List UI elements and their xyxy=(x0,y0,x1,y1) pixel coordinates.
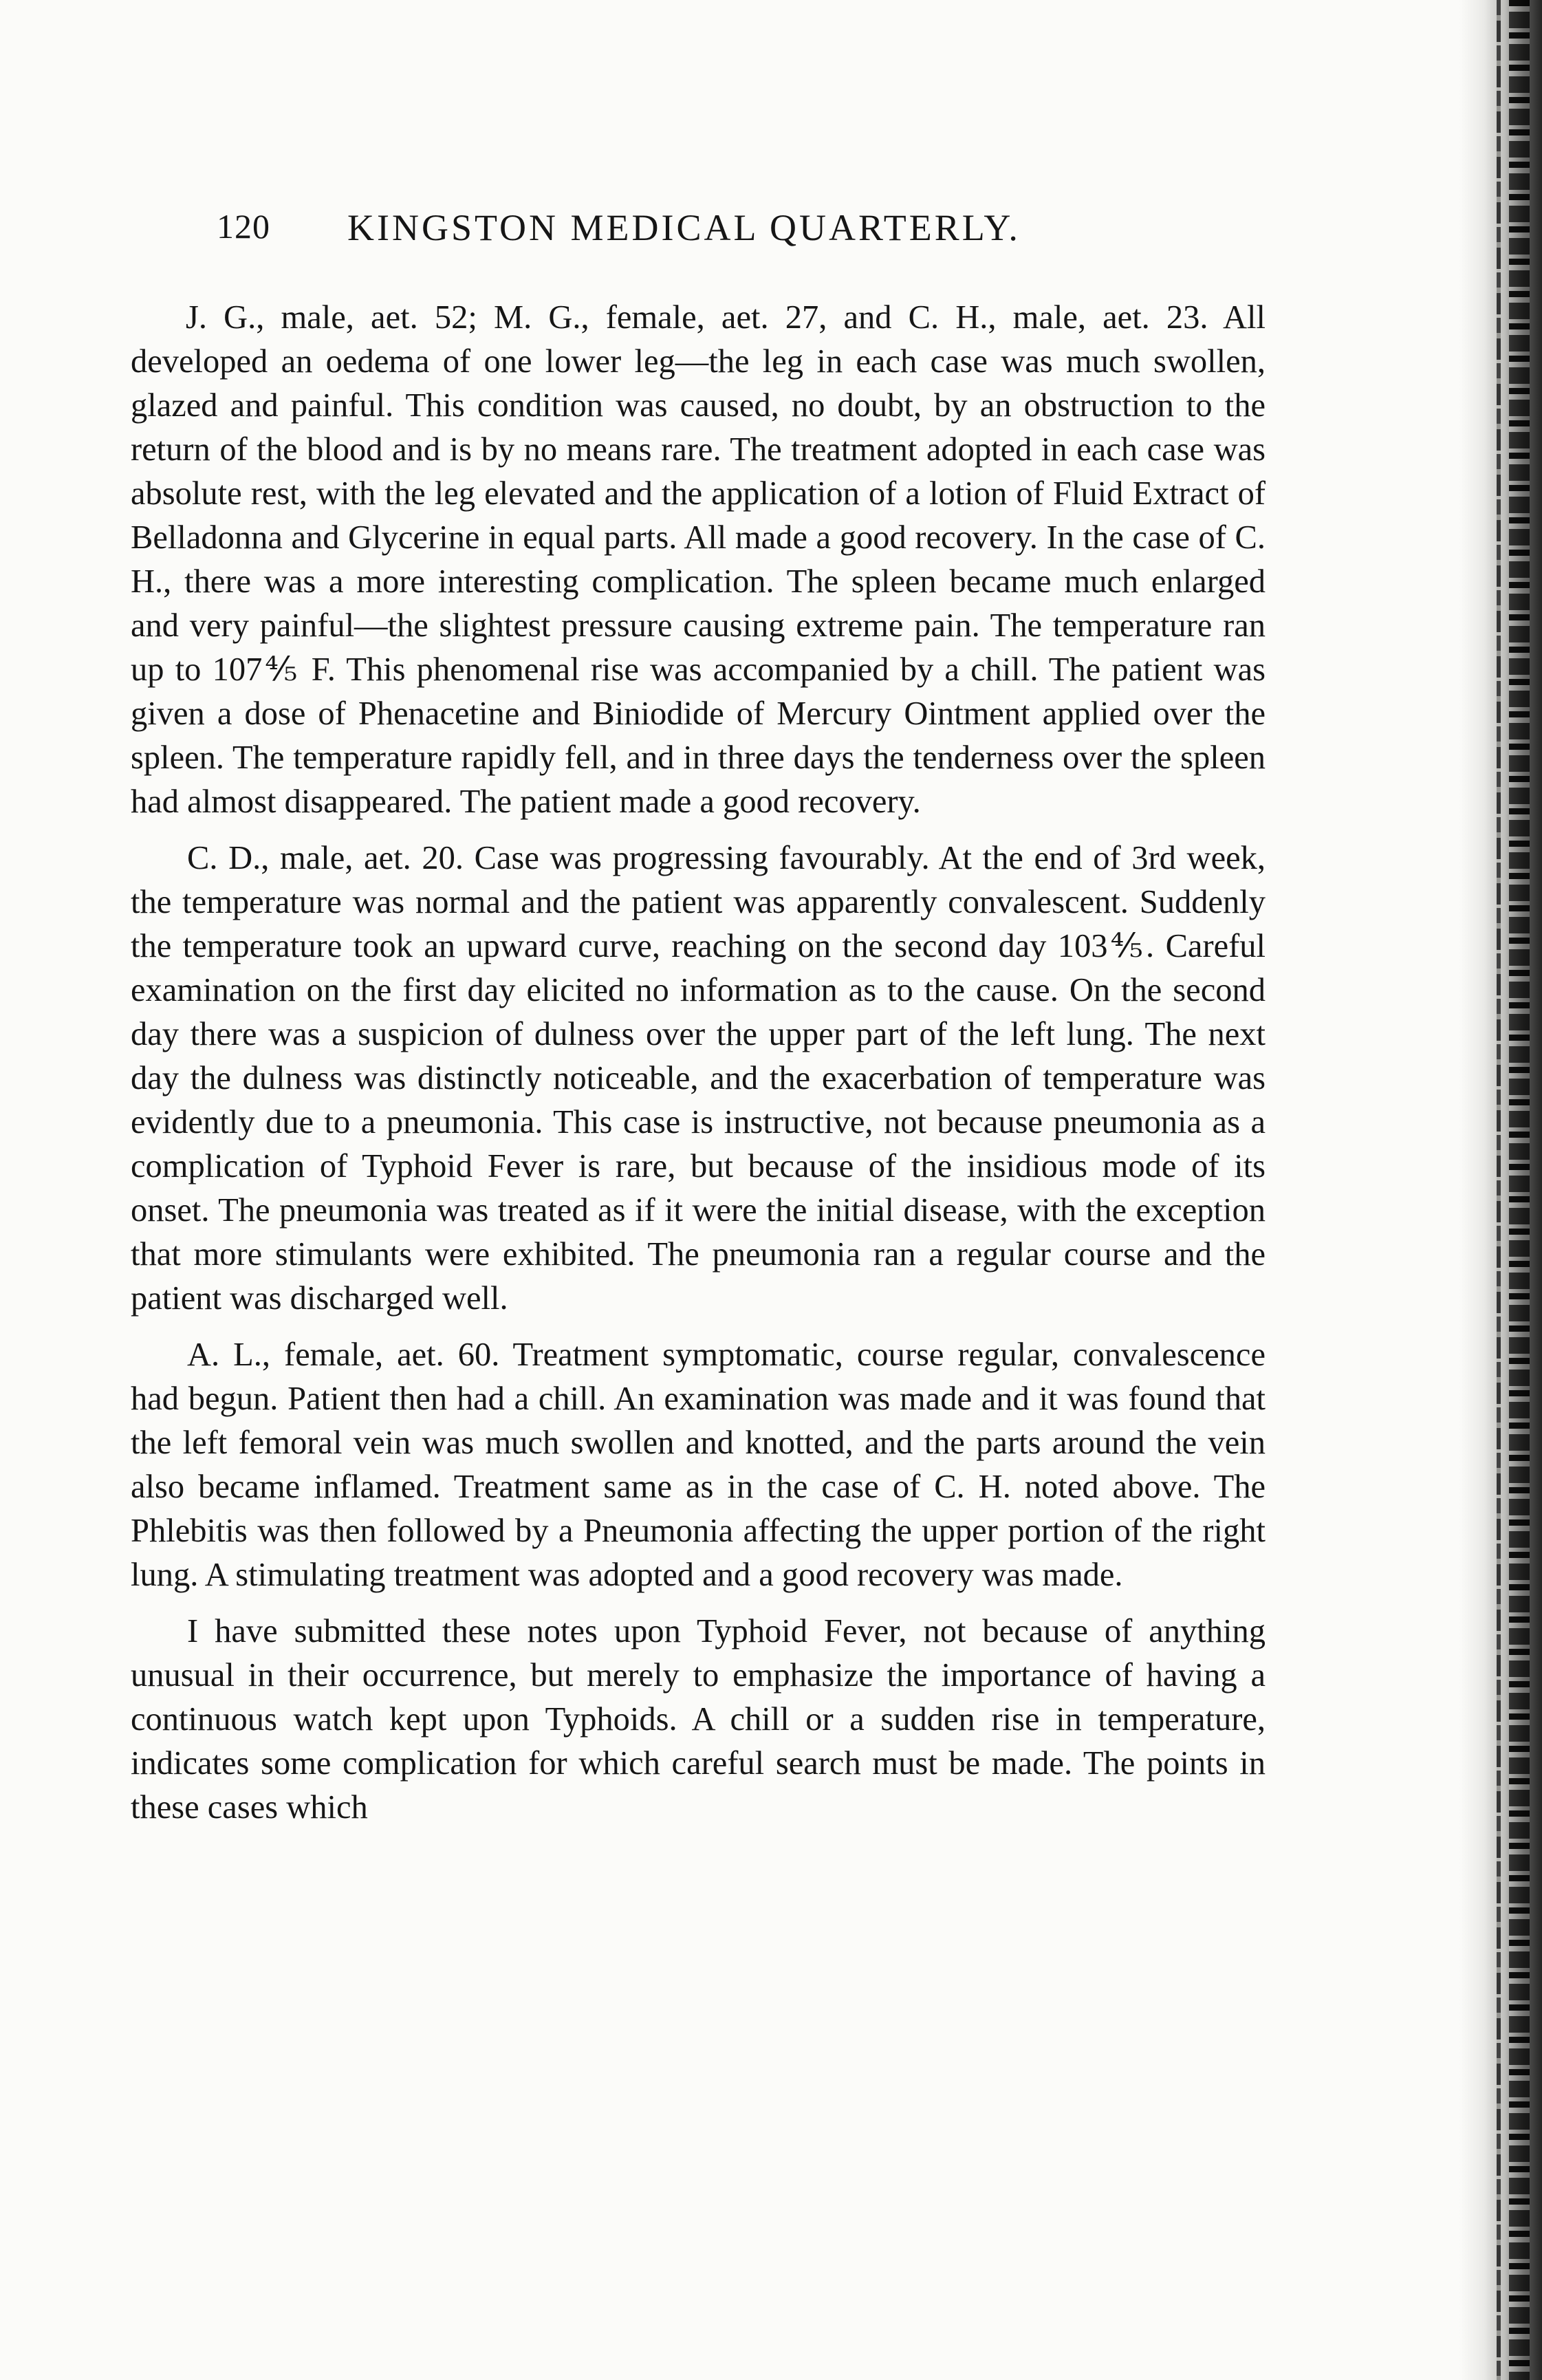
running-title: KINGSTON MEDICAL QUARTERLY. xyxy=(347,207,1021,248)
paragraph-case-cd: C. D., male, aet. 20. Case was progressing favourably. At the end of 3rd week, the temperature was normal and the patient was apparently convalescent. Suddenly the temperature took an upward curve, reaching on the second day 103⅘. Careful examination on the first day elicited no information as to the cause. On the second day there was a suspicion of dulness over the upper part of the left lung. The next day the dulness was distinctly noticeable, and the exacerbation of temperature was evidently due to a pneumonia. This case is instructive, not because pneumonia as a complication of Typhoid Fever is rare, but because of the insidious mode of its onset. The pneumonia was treated as if it were the initial disease, with the exception that more stimulants were exhibited. The pneumonia ran a regular course and the patient was discharged well. xyxy=(131,840,1266,1317)
binding-texture xyxy=(1509,0,1530,2380)
article-body xyxy=(131,296,1266,1830)
page-header xyxy=(217,206,1269,268)
book-binding-edge xyxy=(1459,0,1542,2380)
paragraph-case-al: A. L., female, aet. 60. Treatment symptomatic, course regular, convalescence had begun. Patient then had a chill. An examination was made and it was found that the left femoral vein was much swollen and knotted, and the parts around the vein also became inflamed. Treatment same as in the case of C. H. noted above. The Phlebitis was then followed by a Pneumonia affecting the upper portion of the right lung. A stimulating treatment was adopted and a good recovery was made. xyxy=(131,1337,1266,1593)
binding-shadow-line xyxy=(1497,0,1501,2380)
paragraph-case-jg-mg-ch: J. G., male, aet. 52; M. G., female, aet. 27, and C. H., male, aet. 23. All developed an oedema of one lower leg—the leg in each case was much swollen, glazed and painful. This condition was caused, no doubt, by an obstruction to the return of the blood and is by no means rare. The treatment adopted in each case was absolute rest, with the leg elevated and the application of a lotion of Fluid Extract of Belladonna and Glycerine in equal parts. All made a good recovery. In the case of C. H., there was a more interesting complication. The spleen became much enlarged and very painful—the slightest pressure causing extreme pain. The temperature ran up to 107⅘ F. This phenomenal rise was accompanied by a chill. The patient was given a dose of Phenacetine and Biniodide of Mercury Ointment applied over the spleen. The temperature rapidly fell, and in three days the tenderness over the spleen had almost disappeared. The patient made a good recovery. xyxy=(131,299,1266,820)
page-number: 120 xyxy=(217,207,270,246)
paragraph-conclusion: I have submitted these notes upon Typhoid Fever, not because of anything unusual in their occurrence, but merely to emphasize the importance of having a continuous watch kept upon Typhoids. A chill or a sudden rise in temperature, indicates some complication for which careful search must be made. The points in these cases which xyxy=(131,1613,1266,1826)
